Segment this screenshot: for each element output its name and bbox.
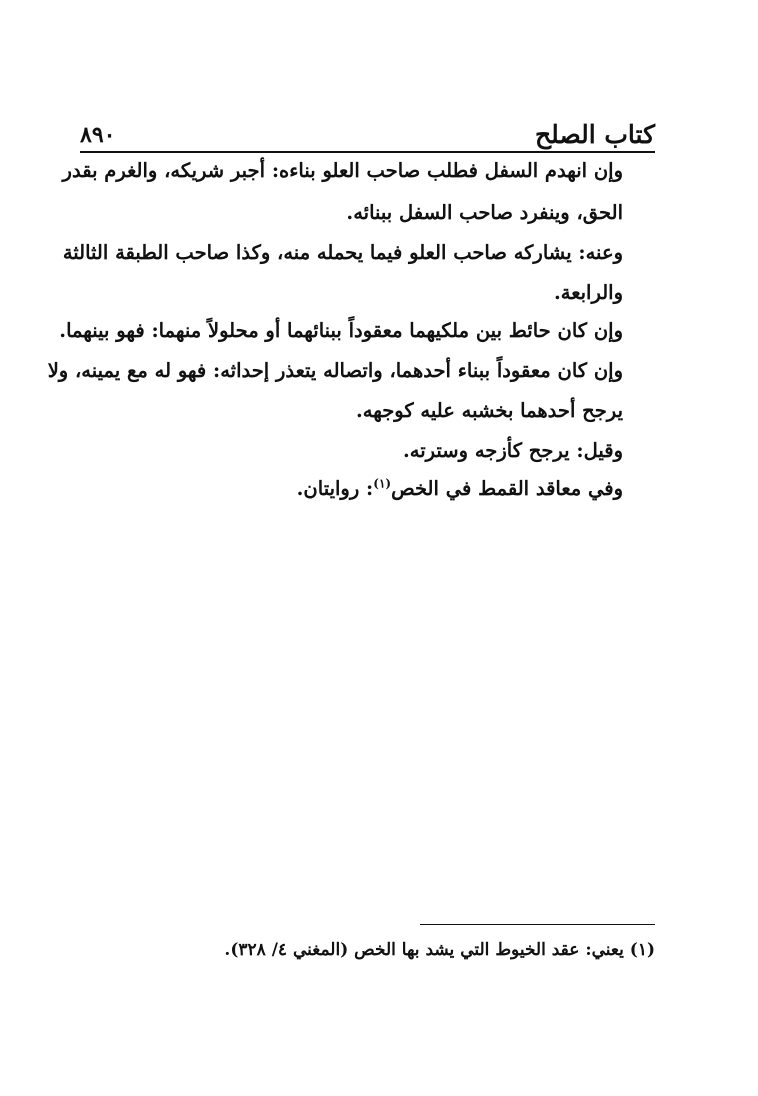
line-text: : روايتان. bbox=[296, 477, 374, 500]
footnote-rule bbox=[420, 924, 655, 925]
text-line: وقيل: يرجح كأزجه وسترته. bbox=[402, 439, 623, 462]
footnote-reference: (١) bbox=[373, 476, 392, 491]
text-line: يرجح أحدهما بخشبه عليه كوجهه. bbox=[355, 399, 623, 422]
text-line: وإن كان معقوداً ببناء أحدهما، واتصاله يتعذر إحداثه: فهو له مع يمينه، ولا bbox=[47, 359, 623, 382]
text-line: والرابعة. bbox=[553, 281, 623, 304]
chapter-title: كتاب الصلح bbox=[535, 120, 655, 149]
page-header bbox=[80, 112, 655, 150]
footnote: (١) يعني: عقد الخيوط التي يشد بها الخص (المغني ٤/ ٣٢٨). bbox=[224, 940, 655, 960]
text-line: وإن انهدم السفل فطلب صاحب العلو بناءه: أجبر شريكه، والغرم بقدر bbox=[62, 159, 623, 182]
page-number: ٨٩٠ bbox=[80, 122, 116, 148]
text-line: وعنه: يشاركه صاحب العلو فيما يحمله منه، وكذا صاحب الطبقة الثالثة bbox=[62, 241, 623, 264]
text-line: الحق، وينفرد صاحب السفل ببنائه. bbox=[346, 201, 623, 224]
text-line-with-footnote-ref bbox=[297, 474, 623, 504]
line-text: وفي معاقد القمط في الخص bbox=[391, 477, 623, 500]
text-line: وإن كان حائط بين ملكيهما معقوداً ببنائهما أو محلولاً منهما: فهو بينهما. bbox=[59, 319, 623, 342]
header-rule bbox=[80, 151, 655, 153]
